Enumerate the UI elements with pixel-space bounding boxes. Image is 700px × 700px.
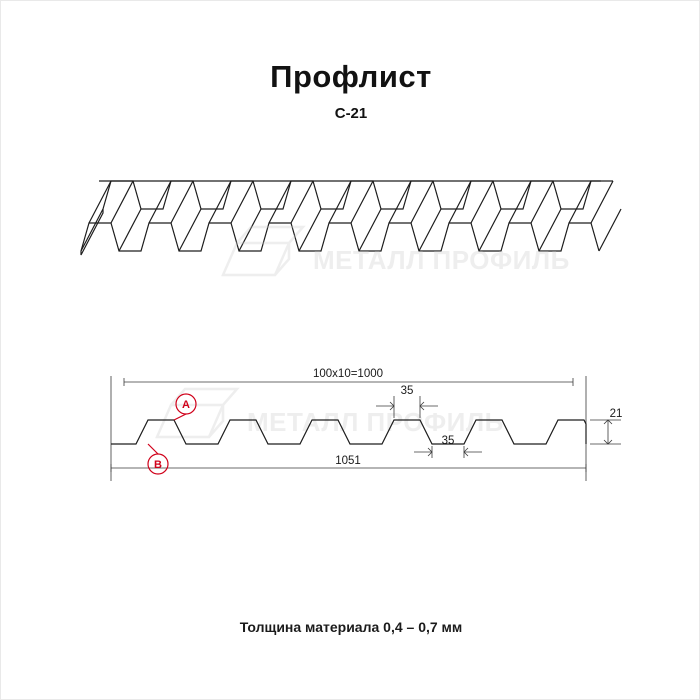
profile-polyline <box>111 420 586 444</box>
isometric-sheet-illustration <box>81 151 621 281</box>
dim-total-width-label: 1051 <box>335 455 361 467</box>
dim-height-label: 21 <box>609 408 623 420</box>
dim-flat-bottom-label: 35 <box>441 435 455 447</box>
page-title: Профлист <box>270 59 432 94</box>
dim-flat-top-label: 35 <box>400 385 414 397</box>
material-thickness-note: Толщина материала 0,4 – 0,7 мм <box>239 619 463 635</box>
callout-b-label: B <box>154 459 162 471</box>
svg-text:МЕТАЛЛ ПРОФИЛЬ: МЕТАЛЛ ПРОФИЛЬ <box>313 245 570 275</box>
svg-text:МЕТАЛЛ ПРОФИЛЬ: МЕТАЛЛ ПРОФИЛЬ <box>247 407 504 437</box>
product-model: С-21 <box>334 105 368 122</box>
cross-section-drawing <box>76 356 636 496</box>
callout-a-label: A <box>182 399 190 411</box>
dim-pitch-label: 100х10=1000 <box>312 368 384 380</box>
